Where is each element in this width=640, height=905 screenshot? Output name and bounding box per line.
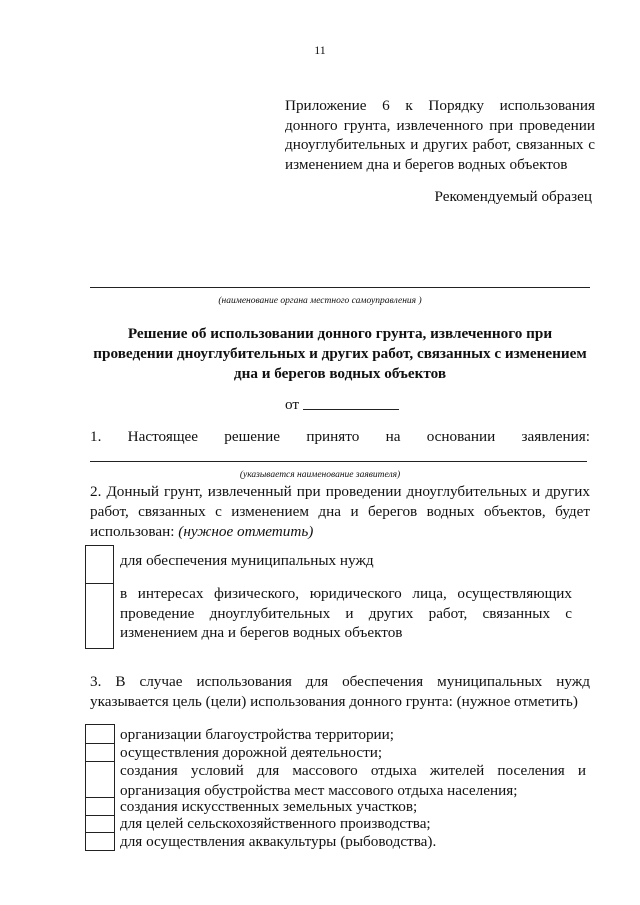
option-label: организация обустройства мест массового отдыха населения; [120, 781, 518, 799]
option-label: для обеспечения муниципальных нужд [120, 552, 374, 569]
item-2-last: использован: [90, 522, 175, 540]
option-recreation [120, 761, 586, 800]
title-line: Решение об использовании донного грунта, извлеченного при [127, 325, 553, 342]
applicant-caption: (указывается наименование заявителя) [239, 470, 401, 480]
appendix-line: донного грунта, извлеченного при проведении [285, 116, 595, 134]
option-label: проведение дноуглубительных и других работ, связанных с [120, 604, 572, 622]
option-road-activity [120, 743, 382, 763]
artificial-land-checkbox[interactable] [85, 797, 115, 816]
item-2-line: работ, связанных с изменением дна и берегов водных объектов, будет [90, 502, 590, 520]
municipal-needs-checkbox[interactable] [85, 545, 114, 584]
item-1 [90, 427, 590, 447]
option-label: изменением дна и берегов водных объектов [120, 624, 403, 642]
page-number: 11 [314, 43, 326, 57]
item-2-line [90, 522, 590, 542]
option-label: осуществления дорожной деятельности; [120, 744, 383, 761]
option-label: создания условий для массового отдыха жителей поселения и [120, 762, 586, 779]
authority-caption: (наименование органа местного самоуправления ) [218, 296, 422, 306]
appendix-heading [285, 96, 595, 174]
title-line: дна и берегов водных объектов [233, 364, 447, 382]
item-2-line: 2. Донный грунт, извлеченный при проведении дноуглубительных и других [90, 483, 590, 500]
item-2-note: (нужное отметить) [178, 522, 314, 540]
option-label: создания искусственных земельных участков; [120, 798, 418, 815]
applicant-name-line [90, 461, 587, 462]
date-label: от [285, 396, 300, 413]
agriculture-checkbox[interactable] [85, 815, 115, 833]
appendix-line: дноуглубительных и других работ, связанных с [285, 136, 595, 154]
person-interests-checkbox[interactable] [85, 583, 114, 649]
title-line: проведении дноуглубительных и других работ, связанных с изменением [93, 344, 587, 362]
option-label: для осуществления аквакультуры (рыбоводства). [120, 833, 437, 850]
option-label: организации благоустройства территории; [120, 726, 395, 743]
item-3 [90, 672, 590, 712]
appendix-line: изменением дна и берегов водных объектов [285, 155, 568, 173]
document-title [90, 324, 590, 383]
option-label: в интересах физического, юридического лица, осуществляющих [120, 585, 572, 602]
option-agriculture [120, 814, 431, 834]
sample-label: Рекомендуемый образец [434, 188, 592, 205]
option-person-interests [120, 584, 572, 643]
option-landscaping [120, 725, 394, 745]
landscaping-checkbox[interactable] [85, 724, 115, 744]
option-municipal-needs [120, 551, 590, 571]
appendix-line: Приложение 6 к Порядку использования [285, 97, 595, 114]
option-aquaculture [120, 832, 436, 852]
item-1-text: 1. Настоящее решение принято на основании заявления: [90, 428, 590, 445]
item-2 [90, 482, 590, 541]
item-3-line: указывается цель (цели) использования донного грунта: (нужное отметить) [90, 692, 578, 710]
option-label: для целей сельскохозяйственного производства; [120, 815, 431, 832]
recreation-checkbox[interactable] [85, 761, 115, 798]
item-3-line: 3. В случае использования для обеспечения муниципальных нужд [90, 673, 590, 690]
aquaculture-checkbox[interactable] [85, 832, 115, 851]
authority-name-line [90, 287, 590, 288]
road-activity-checkbox[interactable] [85, 743, 115, 762]
date-line [303, 409, 399, 410]
